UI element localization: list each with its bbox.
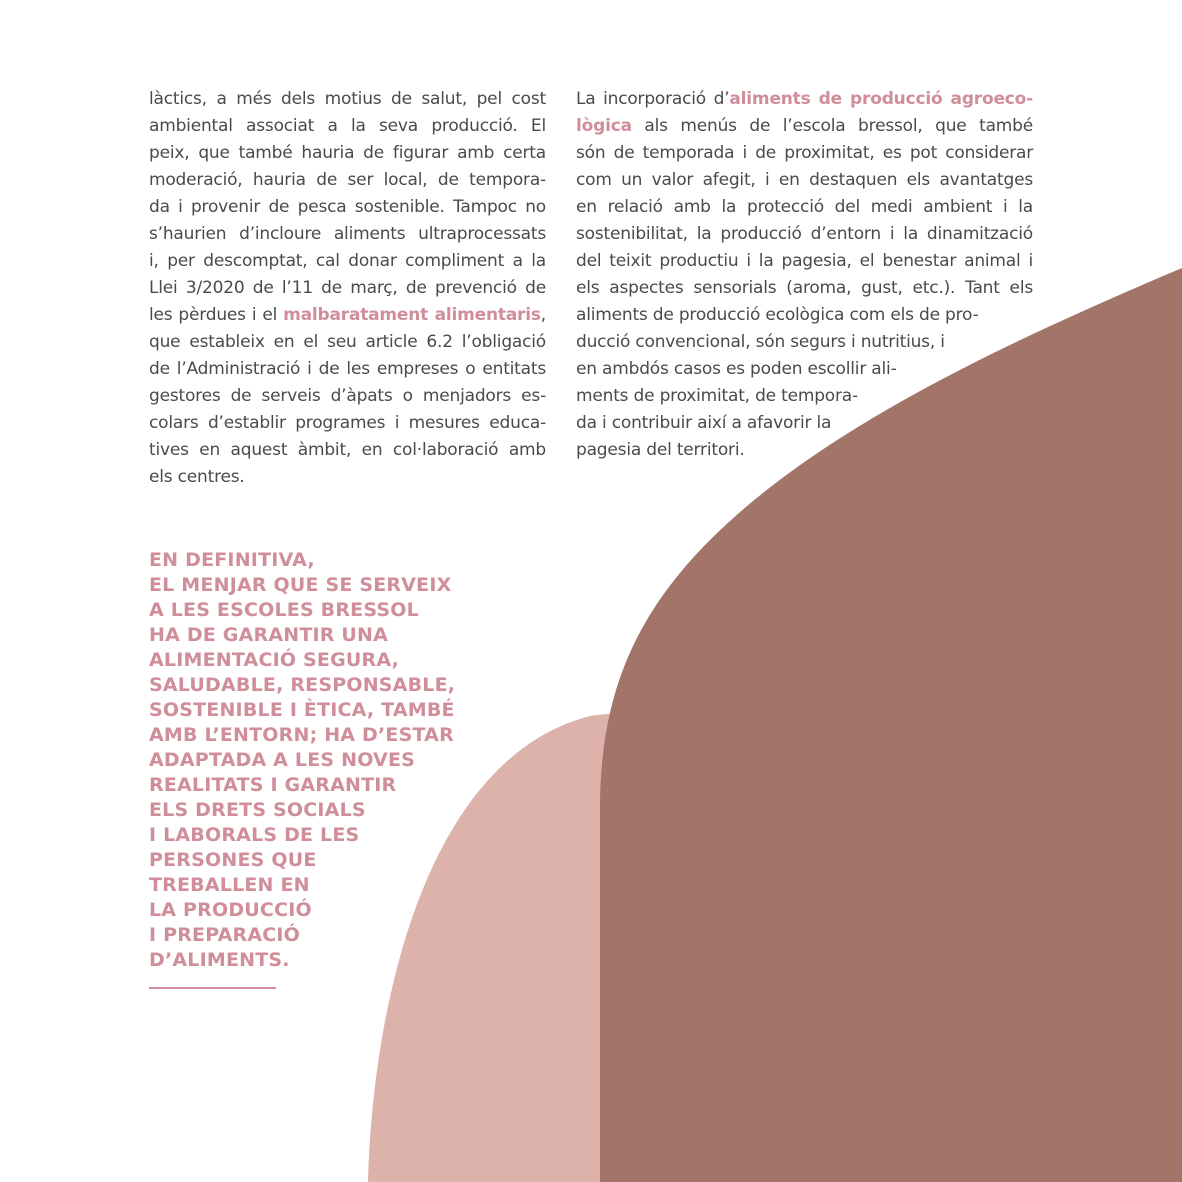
text-segment: als menús de l’escola bressol, que també	[631, 116, 1033, 136]
text-line: ambiental associat a la seva producció. El	[149, 116, 546, 136]
text-line	[576, 86, 1033, 113]
text-line: que estableix en el seu article 6.2 l’obligació	[149, 332, 546, 352]
quote-line: ALIMENTACIÓ SEGURA,	[149, 649, 400, 671]
quote-line: HA DE GARANTIR UNA	[149, 624, 389, 646]
quote-line: REALITATS I GARANTIR	[149, 774, 397, 796]
text-line	[576, 113, 1033, 140]
text-line: són de temporada i de proximitat, es pot considerar	[576, 143, 1033, 163]
text-segment: ,	[540, 305, 547, 325]
text-line: sostenibilitat, la producció d’entorn i la dinamització	[576, 224, 1033, 244]
text-segment: les pèrdues i el	[149, 305, 284, 325]
text-line: com un valor afegit, i en destaquen els avantatges	[576, 170, 1033, 190]
quote-line: AMB L’ENTORN; HA D’ESTAR	[149, 724, 454, 746]
highlighted-term: lògica	[576, 116, 632, 136]
text-line: ments de proximitat, de tempora-	[576, 386, 858, 406]
text-line: colars d’establir programes i mesures educa-	[149, 413, 546, 433]
text-line: ducció convencional, són segurs i nutritius, i	[576, 332, 945, 352]
text-line: pagesia del territori.	[576, 440, 745, 460]
highlighted-term: aliments de producció agroeco-	[729, 89, 1033, 109]
quote-line: A LES ESCOLES BRESSOL	[149, 599, 419, 621]
highlighted-term: malbaratament alimentaris	[283, 305, 541, 325]
text-line: gestores de serveis d’àpats o menjadors es-	[149, 386, 546, 406]
quote-line: SALUDABLE, RESPONSABLE,	[149, 674, 456, 696]
text-line: del teixit productiu i la pagesia, el benestar animal i	[576, 251, 1033, 271]
quote-line: D’ALIMENTS.	[149, 949, 290, 971]
text-line: s’haurien d’incloure aliments ultraprocessats	[149, 224, 546, 244]
quote-line: I LABORALS DE LES	[149, 824, 360, 846]
quote-line: EL MENJAR QUE SE SERVEIX	[149, 574, 452, 596]
quote-line: TREBALLEN EN	[149, 874, 310, 896]
text-line: moderació, hauria de ser local, de tempora-	[149, 170, 546, 190]
text-line: peix, que també hauria de figurar amb certa	[149, 143, 546, 163]
right-text-column	[576, 86, 1033, 464]
text-line: en ambdós casos es poden escollir ali-	[576, 359, 897, 379]
text-line: tives en aquest àmbit, en col·laboració amb	[149, 440, 546, 460]
text-line	[149, 302, 546, 329]
quote-line: SOSTENIBLE I ÈTICA, TAMBÉ	[149, 699, 455, 721]
quote-line: EN DEFINITIVA,	[149, 549, 315, 571]
left-text-column	[149, 86, 546, 491]
text-line: i, per descomptat, cal donar compliment a la	[149, 251, 546, 271]
quote-underline	[149, 987, 276, 989]
text-line: da i provenir de pesca sostenible. Tampoc no	[149, 197, 546, 217]
pull-quote	[149, 548, 455, 973]
text-line: làctics, a més dels motius de salut, pel cost	[149, 89, 546, 109]
quote-line: PERSONES QUE	[149, 849, 317, 871]
text-line: els aspectes sensorials (aroma, gust, etc.). Tant els	[576, 278, 1033, 298]
quote-line: ADAPTADA A LES NOVES	[149, 749, 416, 771]
text-segment: La incorporació d’	[576, 89, 730, 109]
quote-line: I PREPARACIÓ	[149, 924, 301, 946]
text-line: de l’Administració i de les empreses o entitats	[149, 359, 546, 379]
quote-line: ELS DRETS SOCIALS	[149, 799, 366, 821]
text-line: els centres.	[149, 467, 245, 487]
text-line: aliments de producció ecològica com els de pro-	[576, 305, 979, 325]
text-line: Llei 3/2020 de l’11 de març, de prevenció de	[149, 278, 546, 298]
text-line: da i contribuir així a afavorir la	[576, 413, 832, 433]
text-line: en relació amb la protecció del medi ambient i la	[576, 197, 1033, 217]
quote-line: LA PRODUCCIÓ	[149, 899, 312, 921]
